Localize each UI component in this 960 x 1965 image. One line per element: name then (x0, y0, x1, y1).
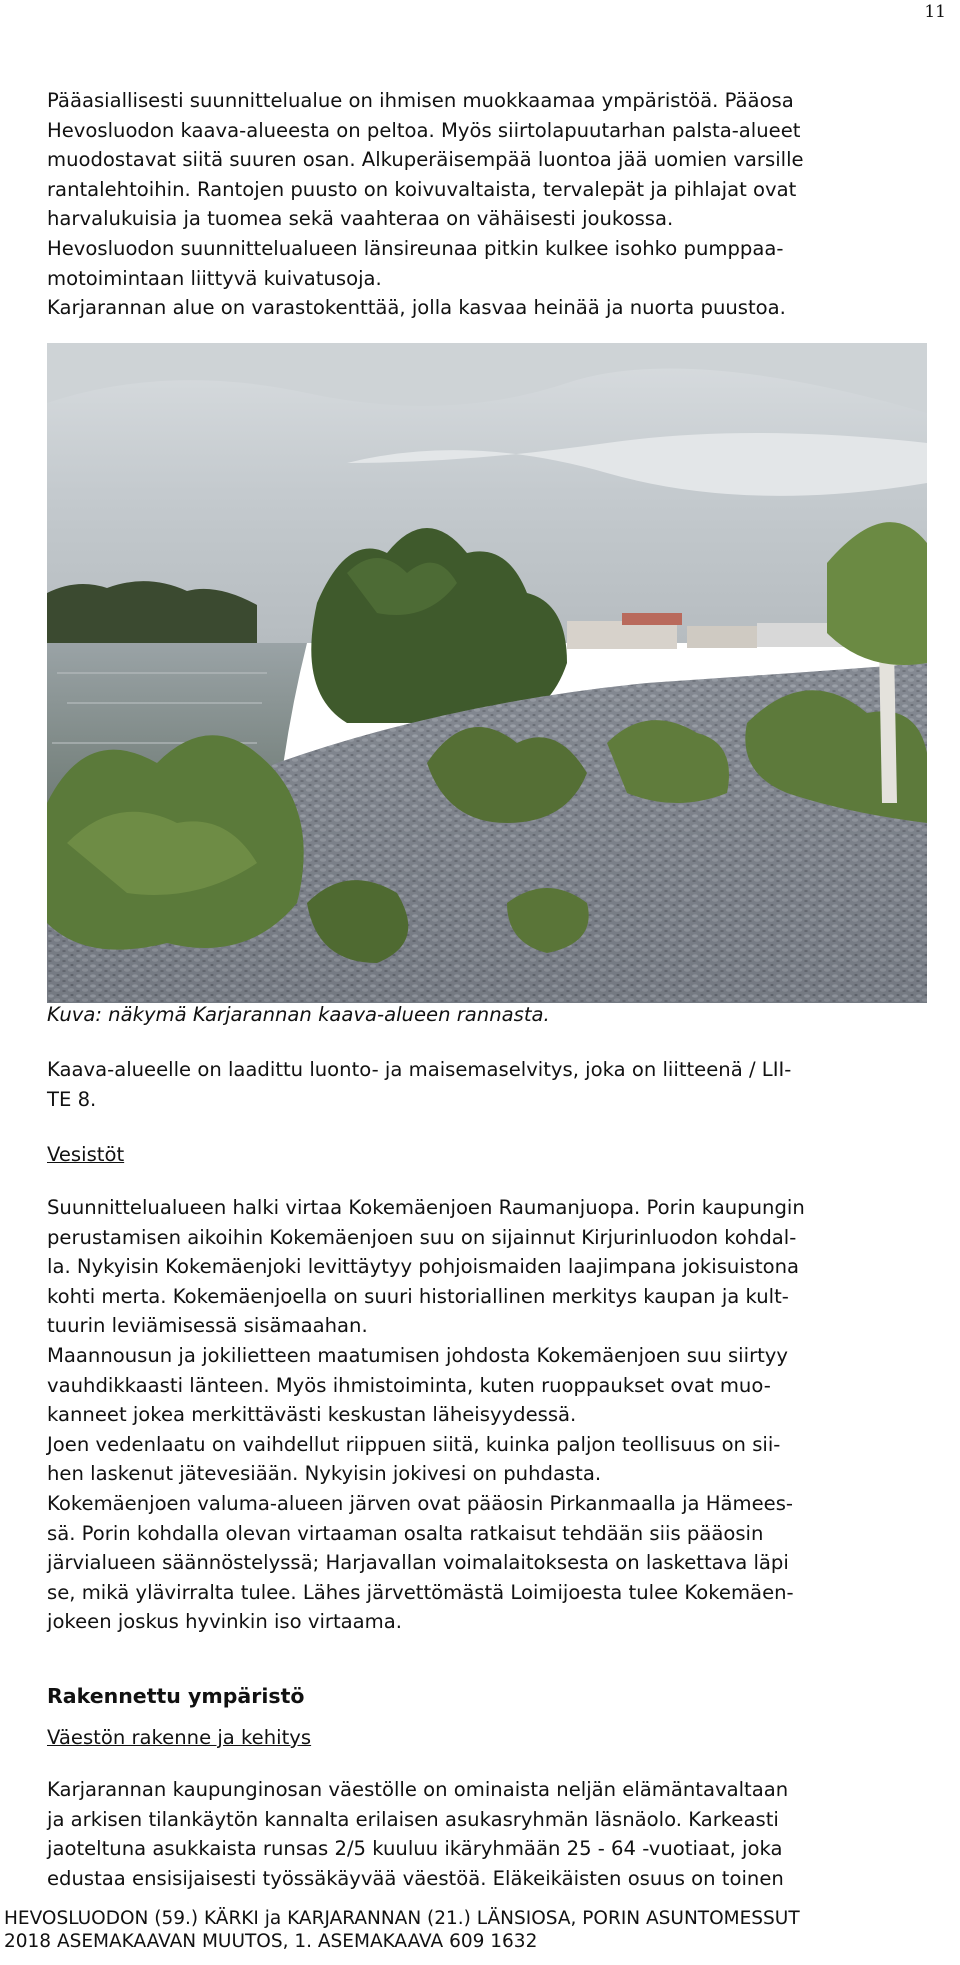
text-line: harvalukuisia ja tuomea sekä vaahteraa on vähäisesti joukossa. (47, 207, 674, 231)
text-line: Suunnittelualueen halki virtaa Kokemäenjoen Raumanjuopa. Porin kaupungin (47, 1196, 805, 1219)
text-line: kohti merta. Kokemäenjoella on suuri historiallinen merkitys kaupan ja kult- (47, 1284, 789, 1308)
text-line: Joen vedenlaatu on vaihdellut riippuen siitä, kuinka paljon teollisuus on sii- (47, 1432, 781, 1456)
text-line: vauhdikkaasti länteen. Myös ihmistoiminta, kuten ruoppaukset ovat muo- (47, 1373, 771, 1397)
text-line: ja arkisen tilankäytön kannalta erilaisen asukasryhmän läsnäolo. Karkeasti (47, 1807, 779, 1831)
text-line: Hevosluodon suunnittelualueen länsireunaa pitkin kulkee isohko pumppaa- (47, 236, 784, 260)
text-line: Maannousun ja jokilietteen maatumisen johdosta Kokemäenjoen suu siirtyy (47, 1343, 789, 1367)
text-line: la. Nykyisin Kokemäenjoki levittäytyy pohjoismaiden laajimpana jokisuistona (47, 1255, 800, 1279)
text-line: jaoteltuna asukkaista runsas 2/5 kuuluu ikäryhmään 25 - 64 -vuotiaat, joka (47, 1837, 783, 1861)
text-line: Pääasiallisesti suunnittelualue on ihmisen muokkaamaa ympäristöä. Pääosa (47, 89, 794, 112)
page-footer (4, 1907, 954, 1953)
text-line: se, mikä ylävirralta tulee. Lähes järvettömästä Loimijoesta tulee Kokemäen- (47, 1580, 794, 1604)
text-line: Hevosluodon kaava-alueesta on peltoa. Myös siirtolapuutarhan palsta-alueet (47, 118, 801, 142)
text-line: järvialueen säännöstelyssä; Harjavallan voimalaitoksesta on laskettava läpi (47, 1551, 789, 1575)
text-line: sä. Porin kohdalla olevan virtaaman osalta ratkaisut tehdään siis pääosin (47, 1521, 764, 1545)
survey-paragraph (47, 1055, 955, 1114)
text-line: Kaava-alueelle on laadittu luonto- ja maisemaselvitys, joka on liitteenä / LII- (47, 1058, 792, 1081)
text-line: edustaa ensisijaisesti työssäkäyvää väestöä. Eläkeikäisten osuus on toinen (47, 1866, 784, 1890)
text-line: motoimintaan liittyvä kuivatusoja. (47, 266, 382, 290)
section-heading-built-environment: Rakennettu ympäristö (47, 1684, 305, 1708)
text-line: muodostavat siitä suuren osan. Alkuperäisempää luontoa jää uomien varsille (47, 148, 804, 172)
text-line: TE 8. (47, 1087, 97, 1111)
photo-caption: Kuva: näkymä Karjarannan kaava-alueen rannasta. (47, 1003, 550, 1026)
text-line: tuurin leviämisessä sisämaahan. (47, 1314, 368, 1338)
footer-line: 2018 ASEMAKAAVAN MUUTOS, 1. ASEMAKAAVA 609 1632 (4, 1931, 538, 1952)
text-line: hen laskenut jätevesiään. Nykyisin jokivesi on puhdasta. (47, 1462, 602, 1486)
text-line: Kokemäenjoen valuma-alueen järven ovat pääosin Pirkanmaalla ja Hämees- (47, 1491, 793, 1515)
population-paragraph (47, 1775, 955, 1893)
text-line: Karjarannan alue on varastokenttää, jolla kasvaa heinää ja nuorta puustoa. (47, 296, 786, 320)
shoreline-photo (47, 343, 927, 1003)
text-line: Karjarannan kaupunginosan väestölle on ominaista neljän elämäntavaltaan (47, 1778, 789, 1801)
section-heading-waterways: Vesistöt (47, 1143, 125, 1166)
text-line: kanneet jokea merkittävästi keskustan läheisyydessä. (47, 1403, 577, 1427)
waterways-paragraph (47, 1193, 955, 1637)
text-line: jokeen joskus hyvinkin iso virtaama. (47, 1610, 402, 1634)
intro-paragraph (47, 86, 955, 323)
footer-line: HEVOSLUODON (59.) KÄRKI ja KARJARANNAN (21.) LÄNSIOSA, PORIN ASUNTOMESSUT (4, 1908, 800, 1929)
text-line: rantalehtoihin. Rantojen puusto on koivuvaltaista, tervalepät ja pihlajat ovat (47, 177, 797, 201)
subsection-heading-population: Väestön rakenne ja kehitys (47, 1726, 312, 1749)
page-number: 11 (924, 2, 946, 22)
text-line: perustamisen aikoihin Kokemäenjoen suu on sijainnut Kirjurinluodon kohdal- (47, 1225, 797, 1249)
